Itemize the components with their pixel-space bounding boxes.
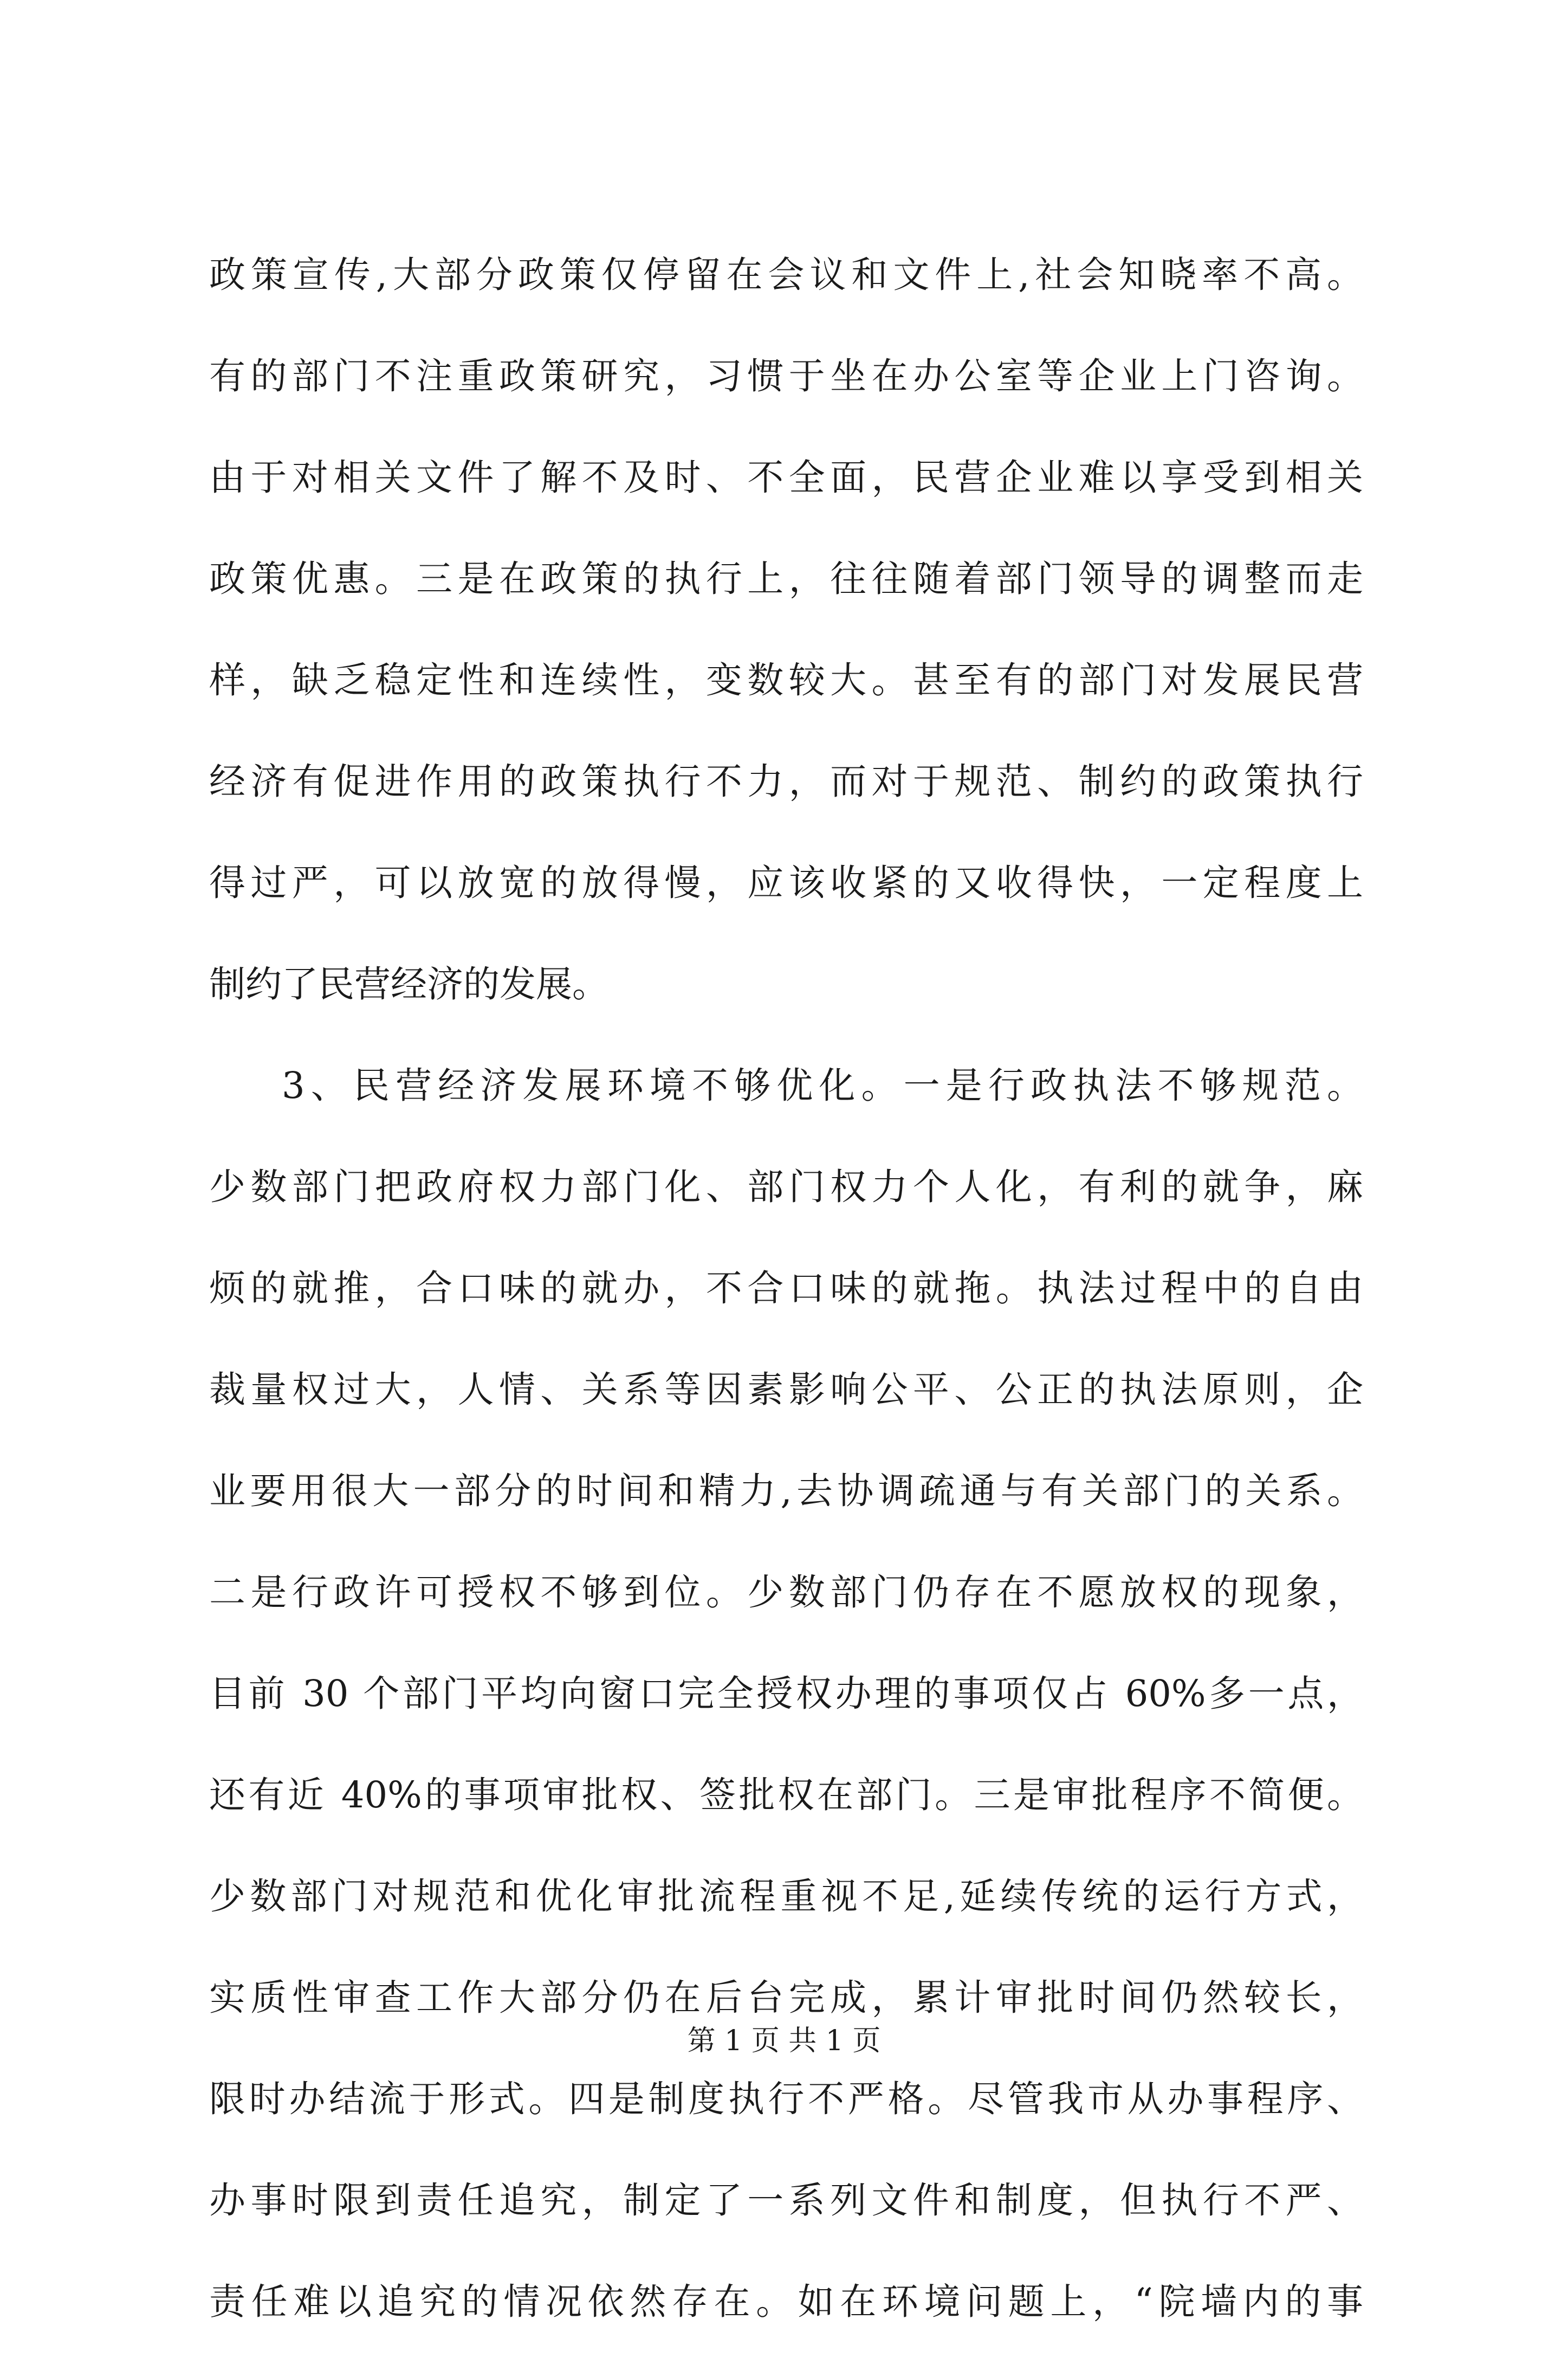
text-line: 少数部门对规范和优化审批流程重视不足,延续传统的运行方式， [209, 1875, 1363, 1917]
text-line: 业要用很大一部分的时间和精力,去协调疏通与有关部门的关系。 [209, 1470, 1363, 1512]
text-line: 限时办结流于形式。四是制度执行不严格。尽管我市从办事程序、 [209, 2078, 1363, 2120]
text-line: 实质性审查工作大部分仍在后台完成，累计审批时间仍然较长， [209, 1976, 1363, 2019]
text-line: 少数部门把政府权力部门化、部门权力个人化，有利的就争，麻 [209, 1166, 1363, 1208]
text-line: 经济有促进作用的政策执行不力，而对于规范、制约的政策执行 [209, 760, 1363, 803]
text-line: 得过严，可以放宽的放得慢，应该收紧的又收得快，一定程度上 [209, 862, 1363, 904]
text-line: 二是行政许可授权不够到位。少数部门仍存在不愿放权的现象， [209, 1571, 1363, 1613]
text-line: 烦的就推，合口味的就办，不合口味的就拖。执法过程中的自由 [209, 1267, 1363, 1309]
text-line: 制约了民营经济的发展。 [209, 963, 608, 1005]
text-line: 责任难以追究的情况依然存在。如在环境问题上，“院墙内的事 [209, 2280, 1363, 2323]
text-line: 政策宣传,大部分政策仅停留在会议和文件上,社会知晓率不高。 [209, 254, 1363, 296]
text-line: 由于对相关文件了解不及时、不全面，民营企业难以享受到相关 [209, 456, 1363, 499]
text-line: 办事时限到责任追究，制定了一系列文件和制度，但执行不严、 [209, 2179, 1363, 2221]
text-line: 裁量权过大，人情、关系等因素影响公平、公正的执法原则，企 [209, 1368, 1363, 1411]
paragraph-start-line: 3、民营经济发展环境不够优化。一是行政执法不够规范。 [282, 1064, 1363, 1107]
page-footer: 第 1 页 共 1 页 [687, 2025, 881, 2057]
text-line: 还有近 40%的事项审批权、签批权在部门。三是审批程序不简便。 [209, 1774, 1363, 1816]
text-line: 政策优惠。三是在政策的执行上，往往随着部门领导的调整而走 [209, 558, 1363, 600]
text-line: 样，缺乏稳定性和连续性，变数较大。甚至有的部门对发展民营 [209, 659, 1363, 701]
text-line: 有的部门不注重政策研究，习惯于坐在办公室等企业上门咨询。 [209, 355, 1363, 397]
text-line: 目前 30 个部门平均向窗口完全授权办理的事项仅占 60%多一点， [209, 1672, 1363, 1715]
